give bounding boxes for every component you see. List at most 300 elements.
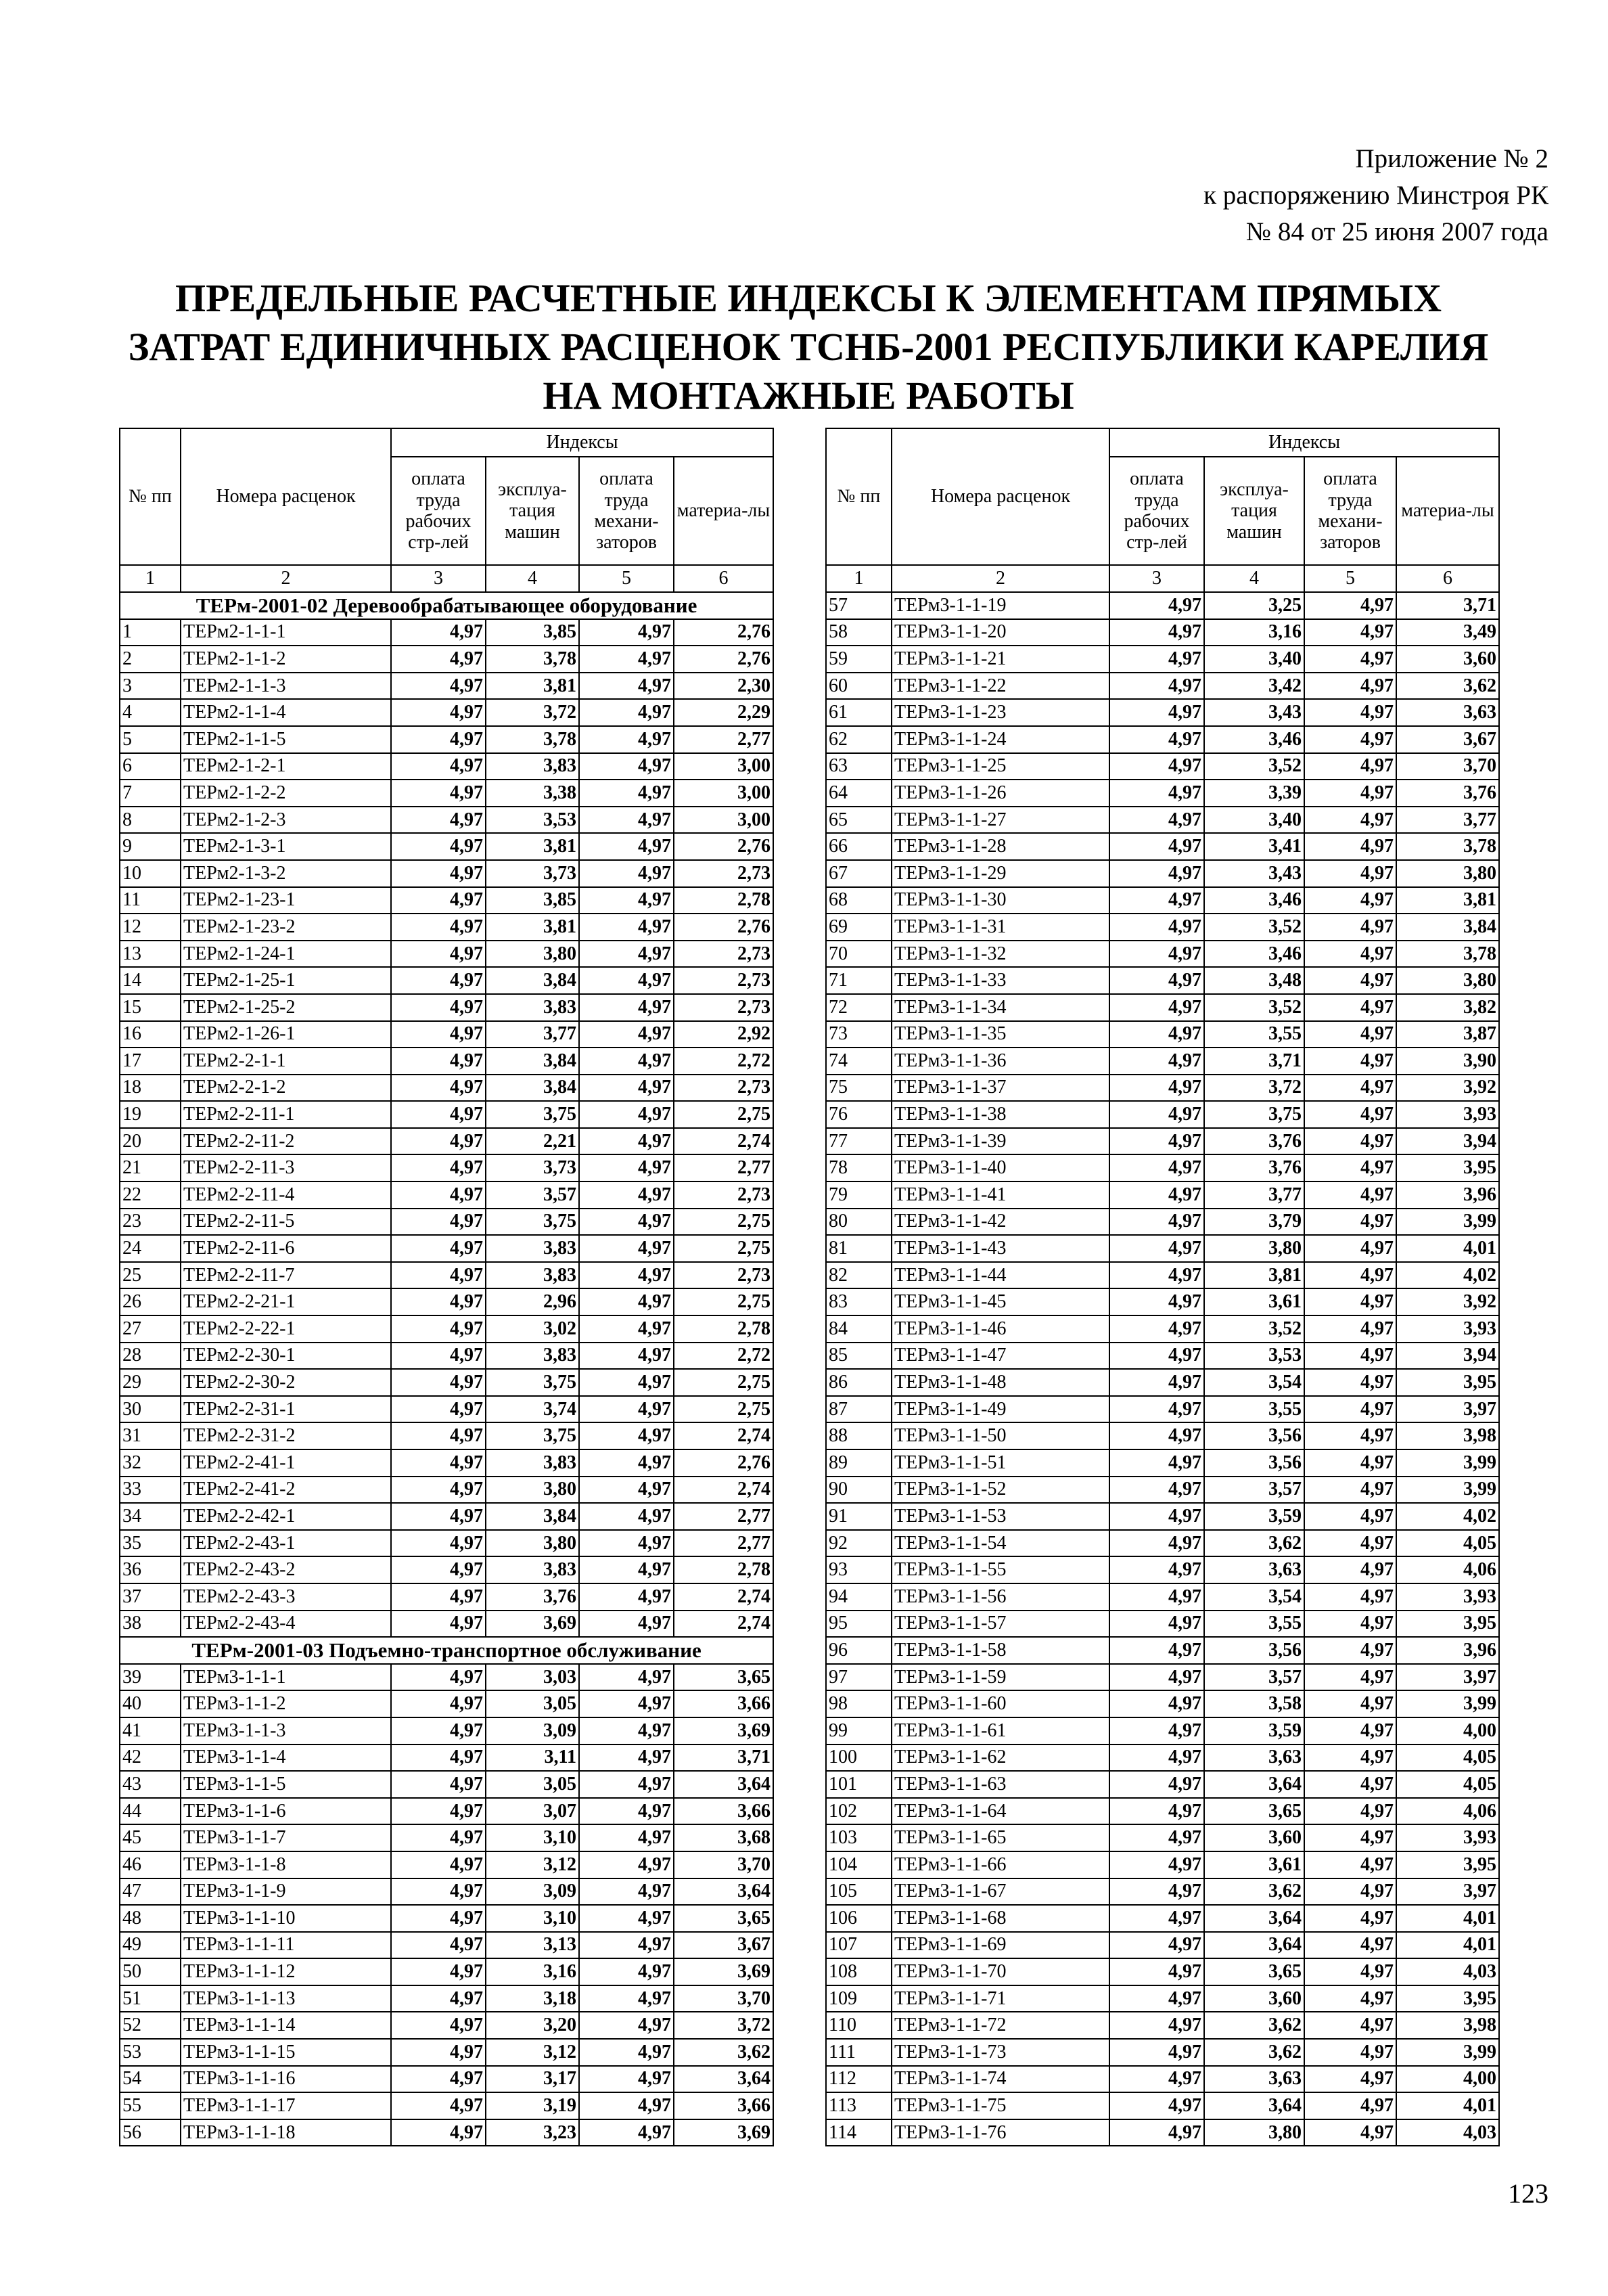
row-number: 107 xyxy=(826,1932,892,1959)
index-materials: 2,72 xyxy=(674,1343,773,1370)
index-operators: 4,97 xyxy=(579,1503,674,1530)
rate-code: ТЕРм2-1-3-2 xyxy=(181,860,391,887)
table-row xyxy=(120,1396,773,1423)
row-number: 90 xyxy=(826,1477,892,1504)
index-materials: 3,90 xyxy=(1396,1048,1499,1075)
index-materials: 2,75 xyxy=(674,1288,773,1315)
table-row xyxy=(120,1422,773,1449)
table-row xyxy=(826,1905,1499,1932)
table-row xyxy=(826,753,1499,780)
index-operators: 4,97 xyxy=(579,887,674,914)
table-row xyxy=(120,1905,773,1932)
rate-code: ТЕРм2-1-1-5 xyxy=(181,726,391,753)
left-index-table xyxy=(119,428,774,2146)
index-operators: 4,97 xyxy=(579,1128,674,1155)
index-operators: 4,97 xyxy=(1304,860,1396,887)
index-operators: 4,97 xyxy=(1304,753,1396,780)
rate-code: ТЕРм3-1-1-46 xyxy=(892,1315,1109,1343)
index-materials: 2,92 xyxy=(674,1021,773,1048)
index-machines: 3,55 xyxy=(1204,1611,1304,1638)
table-row xyxy=(826,887,1499,914)
index-labor: 4,97 xyxy=(391,726,486,753)
index-operators: 4,97 xyxy=(579,807,674,834)
index-labor: 4,97 xyxy=(1109,699,1204,726)
index-labor: 4,97 xyxy=(391,860,486,887)
table-row xyxy=(826,1209,1499,1236)
index-labor: 4,97 xyxy=(391,1075,486,1102)
index-operators: 4,97 xyxy=(1304,2119,1396,2146)
header-materials: материа-лы xyxy=(674,457,773,565)
table-row xyxy=(826,1477,1499,1504)
row-number: 96 xyxy=(826,1637,892,1664)
header-machines: эксплуа-тация машин xyxy=(486,457,579,565)
header-code: Номера расценок xyxy=(181,428,391,565)
index-labor: 4,97 xyxy=(391,1209,486,1236)
index-operators: 4,97 xyxy=(1304,941,1396,968)
row-number: 10 xyxy=(120,860,181,887)
index-operators: 4,97 xyxy=(579,1477,674,1504)
index-machines: 3,65 xyxy=(1204,1958,1304,1985)
row-number: 15 xyxy=(120,994,181,1021)
index-labor: 4,97 xyxy=(1109,1128,1204,1155)
index-operators: 4,97 xyxy=(579,1556,674,1583)
index-materials: 3,82 xyxy=(1396,994,1499,1021)
index-materials: 3,96 xyxy=(1396,1181,1499,1209)
index-materials: 3,94 xyxy=(1396,1343,1499,1370)
index-operators: 4,97 xyxy=(579,1449,674,1477)
index-machines: 3,83 xyxy=(486,1235,579,1262)
row-number: 64 xyxy=(826,780,892,807)
index-operators: 4,97 xyxy=(1304,1744,1396,1772)
table-row xyxy=(826,1396,1499,1423)
index-operators: 4,97 xyxy=(1304,887,1396,914)
index-operators: 4,97 xyxy=(579,1021,674,1048)
header-colnum: 5 xyxy=(579,565,674,592)
index-operators: 4,97 xyxy=(579,914,674,941)
index-machines: 3,85 xyxy=(486,887,579,914)
table-row xyxy=(826,860,1499,887)
index-machines: 3,25 xyxy=(1204,592,1304,619)
index-machines: 3,03 xyxy=(486,1664,579,1691)
rate-code: ТЕРм3-1-1-40 xyxy=(892,1154,1109,1181)
index-operators: 4,97 xyxy=(579,753,674,780)
rate-code: ТЕРм3-1-1-19 xyxy=(892,592,1109,619)
index-materials: 2,74 xyxy=(674,1477,773,1504)
header-num: № пп xyxy=(826,428,892,565)
rate-code: ТЕРм2-2-11-5 xyxy=(181,1209,391,1236)
row-number: 39 xyxy=(120,1664,181,1691)
index-labor: 4,97 xyxy=(1109,1905,1204,1932)
rate-code: ТЕРм2-2-41-2 xyxy=(181,1477,391,1504)
rate-code: ТЕРм3-1-1-75 xyxy=(892,2092,1109,2119)
index-materials: 2,76 xyxy=(674,914,773,941)
index-materials: 3,97 xyxy=(1396,1664,1499,1691)
table-row xyxy=(826,673,1499,700)
table-row xyxy=(826,1798,1499,1825)
table-row xyxy=(826,1128,1499,1155)
index-operators: 4,97 xyxy=(1304,1154,1396,1181)
table-row xyxy=(120,941,773,968)
index-materials: 4,05 xyxy=(1396,1744,1499,1772)
index-operators: 4,97 xyxy=(579,1824,674,1851)
row-number: 92 xyxy=(826,1530,892,1557)
row-number: 54 xyxy=(120,2066,181,2093)
rate-code: ТЕРм3-1-1-63 xyxy=(892,1771,1109,1798)
rate-code: ТЕРм2-2-11-1 xyxy=(181,1101,391,1128)
rate-code: ТЕРм2-1-24-1 xyxy=(181,941,391,968)
index-labor: 4,97 xyxy=(391,887,486,914)
index-operators: 4,97 xyxy=(579,2039,674,2066)
index-materials: 2,76 xyxy=(674,833,773,860)
index-operators: 4,97 xyxy=(579,1771,674,1798)
index-machines: 3,56 xyxy=(1204,1449,1304,1477)
index-labor: 4,97 xyxy=(1109,1932,1204,1959)
index-operators: 4,97 xyxy=(579,1530,674,1557)
index-machines: 3,83 xyxy=(486,994,579,1021)
rate-code: ТЕРм3-1-1-67 xyxy=(892,1878,1109,1906)
rate-code: ТЕРм3-1-1-76 xyxy=(892,2119,1109,2146)
table-row xyxy=(826,2066,1499,2093)
appendix-line-2: к распоряжению Минстроя РК xyxy=(1203,181,1548,210)
index-materials: 2,74 xyxy=(674,1611,773,1638)
index-labor: 4,97 xyxy=(1109,1503,1204,1530)
index-labor: 4,97 xyxy=(391,1262,486,1289)
index-machines: 3,73 xyxy=(486,1154,579,1181)
index-materials: 3,87 xyxy=(1396,1021,1499,1048)
row-number: 23 xyxy=(120,1209,181,1236)
row-number: 3 xyxy=(120,673,181,700)
index-labor: 4,97 xyxy=(391,941,486,968)
index-materials: 3,95 xyxy=(1396,1611,1499,1638)
index-machines: 3,78 xyxy=(486,726,579,753)
table-row xyxy=(120,1932,773,1959)
index-labor: 4,97 xyxy=(1109,1985,1204,2012)
table-row xyxy=(826,1824,1499,1851)
index-machines: 3,75 xyxy=(1204,1101,1304,1128)
index-materials: 4,06 xyxy=(1396,1798,1499,1825)
index-operators: 4,97 xyxy=(1304,780,1396,807)
index-operators: 4,97 xyxy=(579,2066,674,2093)
table-row xyxy=(826,1611,1499,1638)
index-machines: 3,64 xyxy=(1204,1932,1304,1959)
row-number: 25 xyxy=(120,1262,181,1289)
index-materials: 3,70 xyxy=(1396,753,1499,780)
row-number: 61 xyxy=(826,699,892,726)
row-number: 79 xyxy=(826,1181,892,1209)
index-operators: 4,97 xyxy=(1304,1611,1396,1638)
index-materials: 3,00 xyxy=(674,807,773,834)
row-number: 114 xyxy=(826,2119,892,2146)
row-number: 101 xyxy=(826,1771,892,1798)
index-machines: 3,62 xyxy=(1204,1878,1304,1906)
index-materials: 2,29 xyxy=(674,699,773,726)
index-machines: 3,83 xyxy=(486,753,579,780)
index-labor: 4,97 xyxy=(1109,1396,1204,1423)
row-number: 76 xyxy=(826,1101,892,1128)
index-labor: 4,97 xyxy=(1109,914,1204,941)
row-number: 36 xyxy=(120,1556,181,1583)
rate-code: ТЕРм3-1-1-16 xyxy=(181,2066,391,2093)
index-materials: 3,49 xyxy=(1396,619,1499,646)
index-operators: 4,97 xyxy=(1304,1664,1396,1691)
header-colnum: 2 xyxy=(892,565,1109,592)
index-machines: 3,52 xyxy=(1204,994,1304,1021)
rate-code: ТЕРм2-2-31-2 xyxy=(181,1422,391,1449)
index-labor: 4,97 xyxy=(391,833,486,860)
row-number: 8 xyxy=(120,807,181,834)
row-number: 71 xyxy=(826,967,892,994)
row-number: 105 xyxy=(826,1878,892,1906)
index-machines: 3,09 xyxy=(486,1878,579,1906)
index-labor: 4,97 xyxy=(1109,726,1204,753)
rate-code: ТЕРм3-1-1-36 xyxy=(892,1048,1109,1075)
rate-code: ТЕРм3-1-1-7 xyxy=(181,1824,391,1851)
rate-code: ТЕРм3-1-1-45 xyxy=(892,1288,1109,1315)
index-materials: 3,67 xyxy=(674,1932,773,1959)
index-operators: 4,97 xyxy=(579,1101,674,1128)
row-number: 68 xyxy=(826,887,892,914)
index-materials: 4,06 xyxy=(1396,1556,1499,1583)
row-number: 63 xyxy=(826,753,892,780)
index-operators: 4,97 xyxy=(1304,1851,1396,1878)
rate-code: ТЕРм3-1-1-20 xyxy=(892,619,1109,646)
index-machines: 3,55 xyxy=(1204,1021,1304,1048)
rate-code: ТЕРм3-1-1-71 xyxy=(892,1985,1109,2012)
index-operators: 4,97 xyxy=(579,1343,674,1370)
index-labor: 4,97 xyxy=(1109,1824,1204,1851)
index-operators: 4,97 xyxy=(1304,1824,1396,1851)
index-labor: 4,97 xyxy=(391,1744,486,1772)
index-labor: 4,97 xyxy=(1109,1021,1204,1048)
table-row xyxy=(120,1154,773,1181)
index-materials: 3,64 xyxy=(674,1878,773,1906)
index-materials: 3,99 xyxy=(1396,1690,1499,1717)
index-labor: 4,97 xyxy=(1109,967,1204,994)
index-materials: 4,03 xyxy=(1396,1958,1499,1985)
index-materials: 3,93 xyxy=(1396,1824,1499,1851)
index-materials: 2,77 xyxy=(674,1530,773,1557)
header-colnum: 6 xyxy=(674,565,773,592)
index-operators: 4,97 xyxy=(579,1690,674,1717)
index-materials: 3,78 xyxy=(1396,941,1499,968)
index-labor: 4,97 xyxy=(391,1477,486,1504)
index-labor: 4,97 xyxy=(1109,1717,1204,1744)
index-machines: 3,20 xyxy=(486,2012,579,2039)
index-labor: 4,97 xyxy=(391,1556,486,1583)
index-labor: 4,97 xyxy=(391,2039,486,2066)
index-materials: 2,75 xyxy=(674,1369,773,1396)
row-number: 32 xyxy=(120,1449,181,1477)
index-machines: 3,43 xyxy=(1204,860,1304,887)
row-number: 31 xyxy=(120,1422,181,1449)
index-labor: 4,97 xyxy=(1109,1771,1204,1798)
index-materials: 2,74 xyxy=(674,1128,773,1155)
index-operators: 4,97 xyxy=(1304,1422,1396,1449)
index-labor: 4,97 xyxy=(391,1611,486,1638)
row-number: 94 xyxy=(826,1583,892,1611)
index-labor: 4,97 xyxy=(1109,887,1204,914)
index-operators: 4,97 xyxy=(579,833,674,860)
index-operators: 4,97 xyxy=(1304,2066,1396,2093)
row-number: 102 xyxy=(826,1798,892,1825)
row-number: 45 xyxy=(120,1824,181,1851)
index-labor: 4,97 xyxy=(1109,1288,1204,1315)
index-materials: 3,80 xyxy=(1396,860,1499,887)
index-machines: 3,46 xyxy=(1204,887,1304,914)
appendix-note xyxy=(1203,141,1548,250)
page-number: 123 xyxy=(1508,2178,1548,2209)
table-row xyxy=(120,1075,773,1102)
index-materials: 3,66 xyxy=(674,1798,773,1825)
row-number: 88 xyxy=(826,1422,892,1449)
index-operators: 4,97 xyxy=(579,646,674,673)
rate-code: ТЕРм3-1-1-72 xyxy=(892,2012,1109,2039)
index-labor: 4,97 xyxy=(1109,1101,1204,1128)
index-materials: 3,67 xyxy=(1396,726,1499,753)
index-labor: 4,97 xyxy=(391,2066,486,2093)
table-row xyxy=(826,1262,1499,1289)
index-labor: 4,97 xyxy=(1109,1315,1204,1343)
table-row xyxy=(120,673,773,700)
rate-code: ТЕРм3-1-1-70 xyxy=(892,1958,1109,1985)
table-row xyxy=(826,807,1499,834)
header-colnum: 1 xyxy=(826,565,892,592)
index-labor: 4,97 xyxy=(391,1932,486,1959)
index-labor: 4,97 xyxy=(391,1824,486,1851)
table-row xyxy=(120,1101,773,1128)
rate-code: ТЕРм3-1-1-11 xyxy=(181,1932,391,1959)
rate-code: ТЕРм3-1-1-5 xyxy=(181,1771,391,1798)
header-colnum: 6 xyxy=(1396,565,1499,592)
index-operators: 4,97 xyxy=(579,1422,674,1449)
row-number: 5 xyxy=(120,726,181,753)
index-labor: 4,97 xyxy=(391,2119,486,2146)
index-materials: 2,77 xyxy=(674,1503,773,1530)
index-materials: 4,01 xyxy=(1396,1905,1499,1932)
index-materials: 2,73 xyxy=(674,1181,773,1209)
header-labor: оплата труда рабочих стр-лей xyxy=(391,457,486,565)
index-labor: 4,97 xyxy=(1109,1664,1204,1691)
index-machines: 3,71 xyxy=(1204,1048,1304,1075)
index-materials: 3,92 xyxy=(1396,1288,1499,1315)
index-labor: 4,97 xyxy=(391,753,486,780)
index-machines: 3,72 xyxy=(1204,1075,1304,1102)
table-row xyxy=(120,1477,773,1504)
table-row xyxy=(826,780,1499,807)
rate-code: ТЕРм3-1-1-56 xyxy=(892,1583,1109,1611)
rate-code: ТЕРм3-1-1-29 xyxy=(892,860,1109,887)
table-row xyxy=(826,1021,1499,1048)
rate-code: ТЕРм3-1-1-62 xyxy=(892,1744,1109,1772)
index-labor: 4,97 xyxy=(391,2092,486,2119)
rate-code: ТЕРм3-1-1-18 xyxy=(181,2119,391,2146)
index-labor: 4,97 xyxy=(391,1690,486,1717)
index-machines: 3,76 xyxy=(1204,1154,1304,1181)
table-row xyxy=(120,1530,773,1557)
header-indices: Индексы xyxy=(1109,428,1499,457)
index-machines: 3,80 xyxy=(1204,1235,1304,1262)
index-materials: 3,84 xyxy=(1396,914,1499,941)
row-number: 38 xyxy=(120,1611,181,1638)
index-machines: 3,57 xyxy=(1204,1664,1304,1691)
table-row xyxy=(826,1771,1499,1798)
row-number: 87 xyxy=(826,1396,892,1423)
index-operators: 4,97 xyxy=(579,967,674,994)
row-number: 73 xyxy=(826,1021,892,1048)
header-operators: оплата труда механи-заторов xyxy=(579,457,674,565)
index-machines: 3,54 xyxy=(1204,1369,1304,1396)
index-materials: 3,63 xyxy=(1396,699,1499,726)
table-row xyxy=(826,1422,1499,1449)
index-machines: 3,62 xyxy=(1204,2012,1304,2039)
index-operators: 4,97 xyxy=(579,1181,674,1209)
index-operators: 4,97 xyxy=(1304,1798,1396,1825)
index-machines: 3,64 xyxy=(1204,1905,1304,1932)
row-number: 46 xyxy=(120,1851,181,1878)
index-materials: 3,94 xyxy=(1396,1128,1499,1155)
index-materials: 3,00 xyxy=(674,780,773,807)
index-operators: 4,97 xyxy=(579,1905,674,1932)
index-materials: 3,70 xyxy=(674,1985,773,2012)
index-materials: 2,77 xyxy=(674,1154,773,1181)
index-machines: 3,07 xyxy=(486,1798,579,1825)
rate-code: ТЕРм3-1-1-42 xyxy=(892,1209,1109,1236)
index-operators: 4,97 xyxy=(1304,1075,1396,1102)
row-number: 16 xyxy=(120,1021,181,1048)
index-labor: 4,97 xyxy=(391,1530,486,1557)
rate-code: ТЕРм2-2-30-1 xyxy=(181,1343,391,1370)
index-materials: 2,75 xyxy=(674,1235,773,1262)
table-row xyxy=(120,1128,773,1155)
index-operators: 4,97 xyxy=(1304,1985,1396,2012)
row-number: 33 xyxy=(120,1477,181,1504)
index-labor: 4,97 xyxy=(1109,592,1204,619)
index-operators: 4,97 xyxy=(1304,1477,1396,1504)
index-machines: 3,48 xyxy=(1204,967,1304,994)
rate-code: ТЕРм2-1-1-2 xyxy=(181,646,391,673)
row-number: 86 xyxy=(826,1369,892,1396)
index-machines: 3,81 xyxy=(486,673,579,700)
rate-code: ТЕРм2-2-43-3 xyxy=(181,1583,391,1611)
rate-code: ТЕРм3-1-1-35 xyxy=(892,1021,1109,1048)
index-operators: 4,97 xyxy=(579,941,674,968)
table-row xyxy=(826,1637,1499,1664)
table-row xyxy=(826,619,1499,646)
left-table-body xyxy=(120,592,773,2146)
table-row xyxy=(826,1075,1499,1102)
rate-code: ТЕРм3-1-1-57 xyxy=(892,1611,1109,1638)
index-labor: 4,97 xyxy=(391,1771,486,1798)
index-machines: 3,13 xyxy=(486,1932,579,1959)
index-operators: 4,97 xyxy=(579,1958,674,1985)
index-operators: 4,97 xyxy=(579,1583,674,1611)
index-operators: 4,97 xyxy=(1304,994,1396,1021)
index-materials: 4,00 xyxy=(1396,1717,1499,1744)
row-number: 85 xyxy=(826,1343,892,1370)
row-number: 19 xyxy=(120,1101,181,1128)
rate-code: ТЕРм3-1-1-34 xyxy=(892,994,1109,1021)
table-row xyxy=(120,2119,773,2146)
rate-code: ТЕРм2-2-1-1 xyxy=(181,1048,391,1075)
index-materials: 3,96 xyxy=(1396,1637,1499,1664)
rate-code: ТЕРм2-1-25-1 xyxy=(181,967,391,994)
index-operators: 4,97 xyxy=(579,1664,674,1691)
rate-code: ТЕРм3-1-1-68 xyxy=(892,1905,1109,1932)
table-row xyxy=(120,646,773,673)
index-labor: 4,97 xyxy=(391,2012,486,2039)
row-number: 41 xyxy=(120,1717,181,1744)
row-number: 35 xyxy=(120,1530,181,1557)
